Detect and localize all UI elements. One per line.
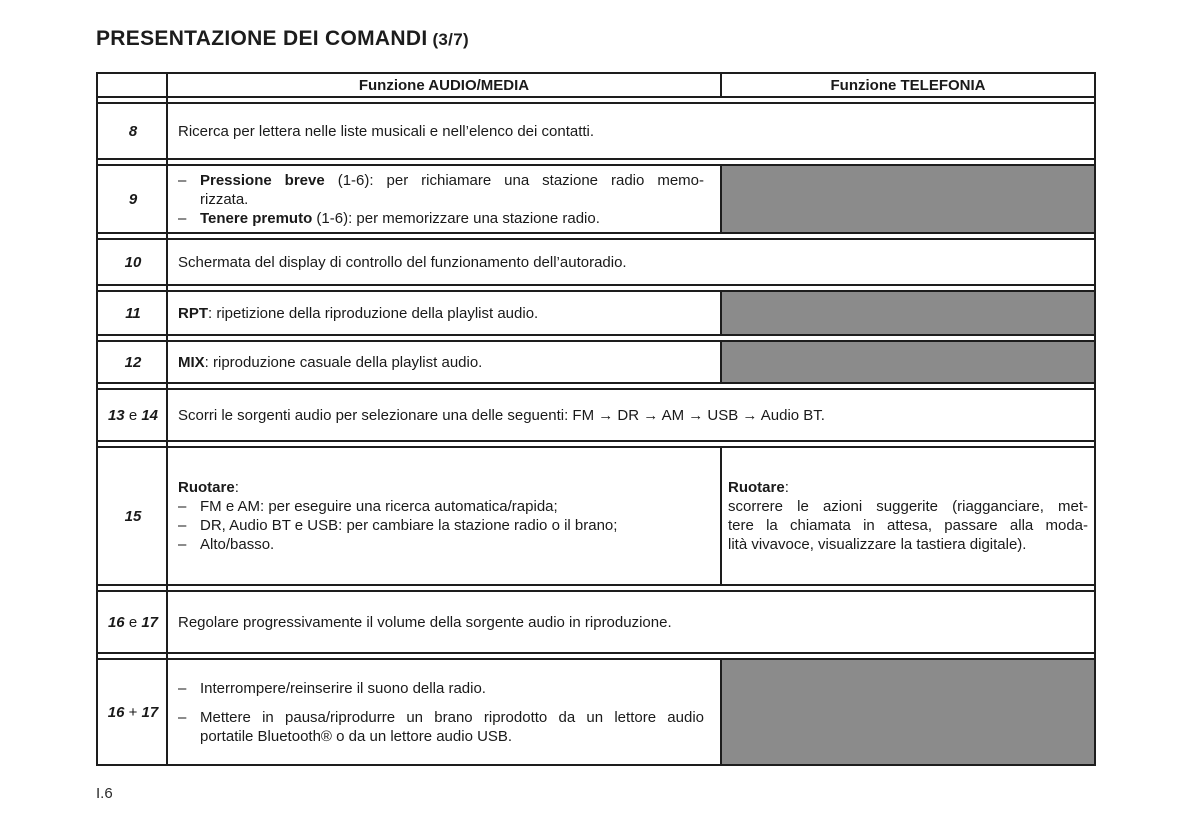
row-number: 16 e 17: [107, 613, 159, 631]
cell-heading: Ruotare:: [728, 479, 789, 496]
list-dash: –: [178, 517, 187, 534]
row-number: 15: [124, 507, 142, 525]
header-function-audio-media: Funzione AUDIO/MEDIA: [358, 76, 530, 94]
table-row: [98, 340, 1094, 384]
cell-heading: Ruotare:: [178, 479, 239, 496]
list-item: – FM e AM: per eseguire una ricerca automatica/rapida;: [178, 498, 558, 515]
header-number-cell: [98, 74, 168, 96]
header-function-telefonia: Funzione TELEFONIA: [720, 74, 1094, 96]
list-item-text: Mettere in pausa/riprodurre un brano riprodotto da un lettore audio portatile Bluetooth® o da un lettore audio USB.: [200, 708, 704, 745]
list-item-text: Pressione breve (1-6): per richiamare una stazione radio memo- rizzata.: [200, 171, 704, 208]
list-item: – Alto/basso.: [178, 536, 275, 553]
audio-media-cell: [168, 448, 720, 584]
page-title-suffix: (3/7): [432, 30, 469, 49]
page-number: I.6: [96, 785, 113, 802]
page-title: [96, 27, 469, 52]
table-row: [98, 446, 1094, 586]
list-dash: –: [178, 708, 187, 726]
cell-text-line: scorrere le azioni suggerite (riagganciare, met-: [728, 498, 1088, 515]
list-dash: –: [178, 498, 187, 515]
telefonia-cell: [720, 448, 1094, 584]
table-row: [98, 590, 1094, 654]
table-row: [98, 388, 1094, 442]
row-description-cell: [168, 104, 1094, 158]
cell-text-line: tere la chiamata in attesa, passare alla moda-: [728, 517, 1088, 534]
table-row: [98, 290, 1094, 336]
row-number: 9: [128, 190, 138, 208]
row-description: MIX: riproduzione casuale della playlist audio.: [178, 353, 483, 371]
list-dash: –: [178, 209, 187, 227]
row-number: 12: [124, 353, 142, 371]
commands-table: [96, 72, 1096, 766]
row-description: Schermata del display di controllo del funzionamento dell’autoradio.: [178, 253, 627, 271]
table-row: [98, 658, 1094, 766]
list-item: – DR, Audio BT e USB: per cambiare la stazione radio o il brano;: [178, 517, 618, 534]
row-description: Ricerca per lettera nelle liste musicali e nell’elenco dei contatti.: [178, 122, 595, 140]
page-title-text: PRESENTAZIONE DEI COMANDI: [96, 27, 428, 50]
list-item-text: Tenere premuto (1-6): per memorizzare una stazione radio.: [200, 209, 600, 227]
table-row: [98, 238, 1094, 286]
list-item: [178, 209, 704, 228]
audio-media-cell: [168, 660, 720, 764]
row-number: 16 + 17: [107, 703, 159, 721]
audio-media-cell: [168, 292, 720, 334]
telefonia-empty-cell: [720, 166, 1094, 232]
row-description: RPT: ripetizione della riproduzione della playlist audio.: [178, 304, 539, 322]
table-row: [98, 102, 1094, 160]
row-description-cell: [168, 390, 1094, 440]
row-number: 13 e 14: [107, 406, 159, 424]
list-item: – Interrompere/reinserire il suono della radio.: [178, 679, 486, 697]
list-item: [178, 171, 704, 209]
list-dash: –: [178, 171, 187, 189]
list-dash: –: [178, 679, 187, 697]
row-description-cell: [168, 592, 1094, 652]
table-row: [98, 164, 1094, 234]
row-number: 10: [124, 253, 142, 271]
cell-text-line: lità vivavoce, visualizzare la tastiera digitale).: [728, 536, 1027, 553]
row-number: 11: [125, 304, 141, 322]
row-description-cell: [168, 240, 1094, 284]
list-dash: –: [178, 536, 187, 553]
audio-media-cell: [168, 166, 720, 232]
number-column-divider: [166, 72, 168, 766]
telefonia-empty-cell: [720, 660, 1094, 764]
telefonia-empty-cell: [720, 342, 1094, 382]
row-number: 8: [128, 122, 138, 140]
table-header-row: [98, 72, 1094, 98]
audio-media-cell: [168, 342, 720, 382]
telefonia-empty-cell: [720, 292, 1094, 334]
row-description: Regolare progressivamente il volume della sorgente audio in riproduzione.: [178, 613, 672, 631]
list-item: [178, 708, 704, 746]
row-description: Scorri le sorgenti audio per selezionare una delle seguenti: FM → DR → AM → USB → Audio BT.: [178, 406, 825, 424]
